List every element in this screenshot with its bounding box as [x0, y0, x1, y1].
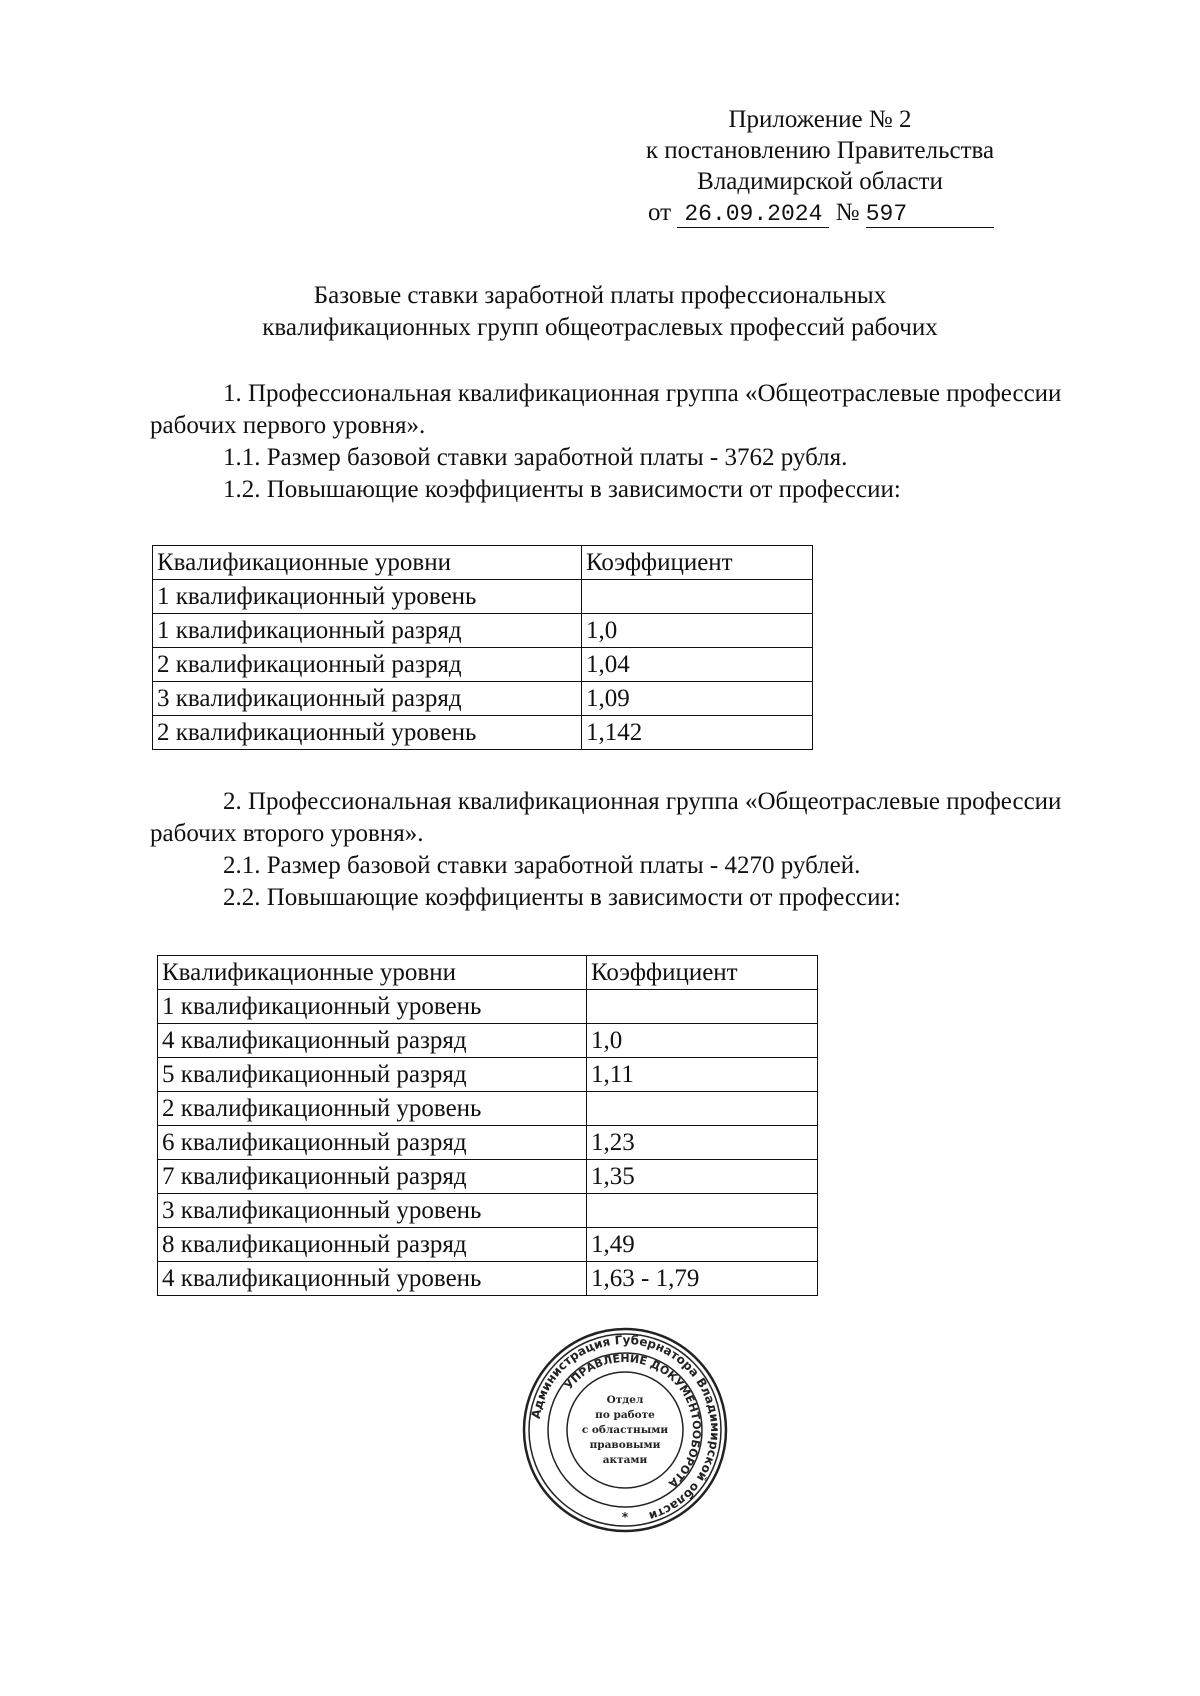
qualification-level-cell: 2 квалификационный уровень [153, 716, 582, 750]
coefficient-cell [587, 1194, 818, 1228]
appendix-date-line [600, 197, 1040, 228]
document-title [150, 280, 1050, 344]
appendix-number: Приложение № 2 [728, 106, 912, 133]
table-row [153, 682, 813, 716]
section-2-heading: 2. Профессиональная квалификационная группа «Общеотраслевые профессии рабочих второго уровня». [150, 788, 1062, 847]
stamp-inner-text: УПРАВЛЕНИЕ ДОКУМЕНТООБОРОТА [562, 1351, 704, 1491]
coefficient-cell: 1,0 [587, 1024, 818, 1058]
table-row [158, 1058, 818, 1092]
section-1-table-header-row [153, 546, 813, 580]
appendix-region: Владимирской области [697, 168, 943, 195]
coefficient-cell [582, 580, 813, 614]
stamp-center-line: по работе [595, 1409, 655, 1421]
date-prefix: от [648, 199, 672, 226]
qualification-level-cell: 1 квалификационный разряд [153, 614, 582, 648]
column-header-levels: Квалификационные уровни [158, 956, 587, 990]
stamp-center-line: актами [602, 1454, 648, 1466]
table-row [158, 1262, 818, 1296]
coefficient-cell: 1,142 [582, 716, 813, 750]
title-line-1: Базовые ставки заработной платы профессиональных [313, 282, 887, 309]
qualification-level-cell: 4 квалификационный уровень [158, 1262, 587, 1296]
section-2-base-rate: 2.1. Размер базовой ставки заработной платы - 4270 рублей. [223, 852, 861, 879]
appendix-resolution-ref: к постановлению Правительства [645, 137, 995, 164]
qualification-level-cell: 6 квалификационный разряд [158, 1126, 587, 1160]
appendix-header [600, 104, 1040, 228]
table-row [153, 580, 813, 614]
coefficient-cell: 1,49 [587, 1228, 818, 1262]
number-prefix: № [835, 199, 860, 226]
section-1-base-rate: 1.1. Размер базовой ставки заработной платы - 3762 рубля. [223, 444, 848, 471]
qualification-level-cell: 5 квалификационный разряд [158, 1058, 587, 1092]
qualification-level-cell: 1 квалификационный уровень [158, 990, 587, 1024]
qualification-level-cell: 8 квалификационный разряд [158, 1228, 587, 1262]
table-row [158, 1194, 818, 1228]
column-header-coefficient: Коэффициент [587, 956, 818, 990]
qualification-level-cell: 3 квалификационный разряд [153, 682, 582, 716]
section-1-table [152, 545, 813, 750]
table-row [153, 614, 813, 648]
column-header-coefficient: Коэффициент [582, 546, 813, 580]
qualification-level-cell: 1 квалификационный уровень [153, 580, 582, 614]
table-row [158, 1092, 818, 1126]
coefficient-cell: 1,09 [582, 682, 813, 716]
table-row [153, 716, 813, 750]
stamp-center-line: с областными [581, 1424, 669, 1436]
qualification-level-cell: 2 квалификационный уровень [158, 1092, 587, 1126]
table-row [158, 1228, 818, 1262]
table-row [158, 1024, 818, 1058]
stamp-outer-text: Администрация Губернатора Владимирской области [528, 1332, 723, 1524]
table-row [158, 1126, 818, 1160]
section-1-heading: 1. Профессиональная квалификационная группа «Общеотраслевые профессии рабочих первого уровня». [150, 380, 1062, 439]
section-2-table-header-row [158, 956, 818, 990]
qualification-level-cell: 2 квалификационный разряд [153, 648, 582, 682]
title-line-2: квалификационных групп общеотраслевых профессий рабочих [262, 314, 938, 341]
section-2-table [157, 955, 818, 1296]
coefficient-cell: 1,23 [587, 1126, 818, 1160]
coefficient-cell: 1,63 - 1,79 [587, 1262, 818, 1296]
section-2-coef-intro: 2.2. Повышающие коэффициенты в зависимости от профессии: [223, 884, 901, 911]
section-1-coef-intro: 1.2. Повышающие коэффициенты в зависимости от профессии: [223, 476, 901, 503]
coefficient-cell: 1,11 [587, 1058, 818, 1092]
stamp-center-line: правовыми [589, 1439, 661, 1451]
qualification-level-cell: 3 квалификационный уровень [158, 1194, 587, 1228]
column-header-levels: Квалификационные уровни [153, 546, 582, 580]
coefficient-cell: 1,04 [582, 648, 813, 682]
table-row [158, 1160, 818, 1194]
official-stamp [520, 1325, 730, 1535]
coefficient-cell [587, 990, 818, 1024]
coefficient-cell: 1,0 [582, 614, 813, 648]
qualification-level-cell: 7 квалификационный разряд [158, 1160, 587, 1194]
table-row [153, 648, 813, 682]
coefficient-cell [587, 1092, 818, 1126]
stamp-star: * [621, 1510, 629, 1524]
resolution-number: 597 [866, 201, 994, 228]
stamp-center-line: Отдел [606, 1394, 644, 1406]
coefficient-cell: 1,35 [587, 1160, 818, 1194]
resolution-date: 26.09.2024 [677, 201, 829, 228]
stamp-center-text [582, 1394, 668, 1466]
qualification-level-cell: 4 квалификационный разряд [158, 1024, 587, 1058]
table-row [158, 990, 818, 1024]
